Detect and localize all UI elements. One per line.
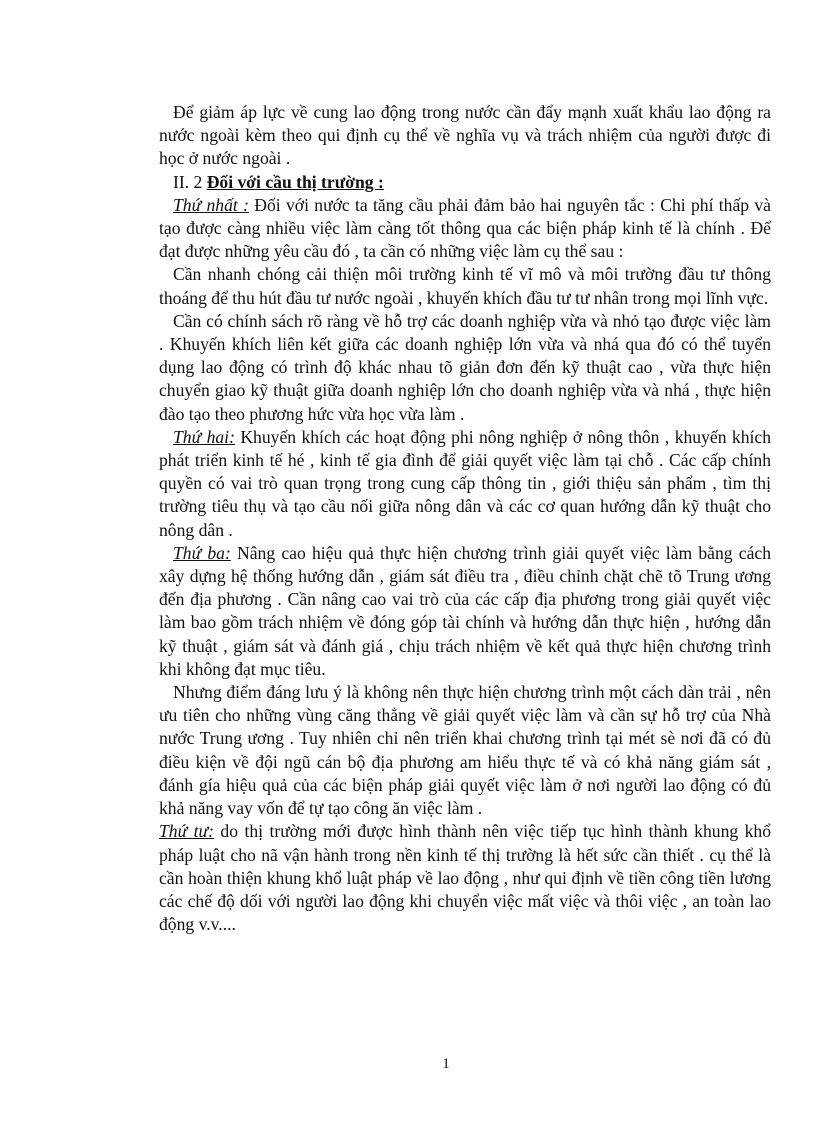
first-point-text: Đối với nước ta tăng cầu phải đảm bảo hai nguyên tắc : Chi phí thấp và tạo được càng nhiều việc làm càng tốt thông qua các biện pháp kinh tế là chính . Để đạt được những yêu cầu đó , ta cần có những việc làm cụ thể sau : xyxy=(159,194,771,262)
third-point-label: Thứ ba: xyxy=(173,542,231,563)
first-point-label: Thứ nhất : xyxy=(173,194,249,215)
fourth-point-text: do thị trường mới được hình thành nên việc tiếp tục hình thành khung khổ pháp luật cho nã vận hành trong nền kinh tế thị trường là hết sức cần thiết . cụ thể là cần hoàn thiện khung khổ luật pháp về lao động , như qui định về tiền công tiền lương các chế độ dối với người lao động khi chuyển việc mất việc và thôi việc , an toàn lao động v.v.... xyxy=(159,821,771,935)
second-point-paragraph xyxy=(159,426,771,542)
third-point-text: Nâng cao hiệu quả thực hiện chương trình giải quyết việc làm bằng cách xây dựng hệ thống hướng dẫn , giám sát điều tra , điều chỉnh chặt chẽ tõ Trung ương đến địa phương . Cần nâng cao vai trò của các cấp địa phương trong giải quyết việc làm bao gồm trách nhiệm về đóng góp tài chính và hướng dẫn thực hiện , hướng dẫn kỹ thuật , giám sát và đánh giá , chịu trách nhiệm về kết quả thực hiện chương trình khi không đạt mục tiêu. xyxy=(159,542,772,679)
note-paragraph: Nhưng điểm đáng lưu ý là không nên thực hiện chương trình một cách dàn trải , nên ưu tiên cho những vùng căng thẳng về giải quyết việc làm và cần sự hỗ trợ của Nhà nước Trung ương . Tuy nhiên chỉ nên triển khai chương trình tại mét sè nơi đã có đủ điều kiện về đội ngũ cán bộ địa phương am hiểu thực tế và có khả năng giám sát , đánh gía hiệu quả của các biện pháp giải quyết việc làm ở nơi người lao động có đủ khả năng vay vốn để tự tạo công ăn việc làm . xyxy=(159,682,771,819)
fourth-point-label: Thứ tư: xyxy=(159,821,214,842)
second-point-label: Thứ hai: xyxy=(173,426,235,447)
section-number: II. 2 xyxy=(173,171,203,192)
page-number: 1 xyxy=(442,1056,450,1072)
third-point-paragraph xyxy=(159,542,771,681)
section-title: Đối với cầu thị trường : xyxy=(206,171,384,192)
section-heading xyxy=(173,171,771,194)
document-page xyxy=(159,101,771,936)
first-point-paragraph xyxy=(159,194,771,264)
fourth-point-paragraph xyxy=(159,820,771,936)
sme-paragraph: Cần có chính sách rõ ràng về hỗ trợ các doanh nghiệp vừa và nhỏ tạo được việc làm . Khuyến khích liên kết giữa các doanh nghiệp lớn vừa và nhá qua đó có thể tuyển dụng lao động có trình độ khác nhau tõ giản đơn đến kỹ thuật cao , vừa thực hiện chuyển giao kỹ thuật giữa doanh nghiệp lớn cho doanh nghiệp vừa và nhá , thực hiện đào tạo theo phương hức vừa học vừa làm . xyxy=(159,310,771,424)
macro-paragraph: Cần nhanh chóng cải thiện môi trường kinh tế vĩ mô và môi trường đầu tư thông thoáng để thu hút đầu tư nước ngoài , khuyến khích đầu tư tư nhân trong mọi lĩnh vực. xyxy=(159,264,771,308)
intro-paragraph: Để giảm áp lực về cung lao động trong nước cần đẩy mạnh xuất khẩu lao động ra nước ngoài kèm theo qui định cụ thể về nghĩa vụ và trách nhiệm của người được đi học ở nước ngoài . xyxy=(159,102,771,169)
second-point-text: Khuyến khích các hoạt động phi nông nghiệp ở nông thôn , khuyến khích phát triển kinh tế hé , kinh tế gia đình để giải quyết việc làm tại chỗ . Các cấp chính quyền có vai trò quan trọng trong cung cấp thông tin , giới thiệu sản phẩm , tìm thị trường tiêu thụ và tạo cầu nối giữa nông dân và các cơ quan hướng dẫn kỹ thuật cho nông dân . xyxy=(159,426,771,540)
